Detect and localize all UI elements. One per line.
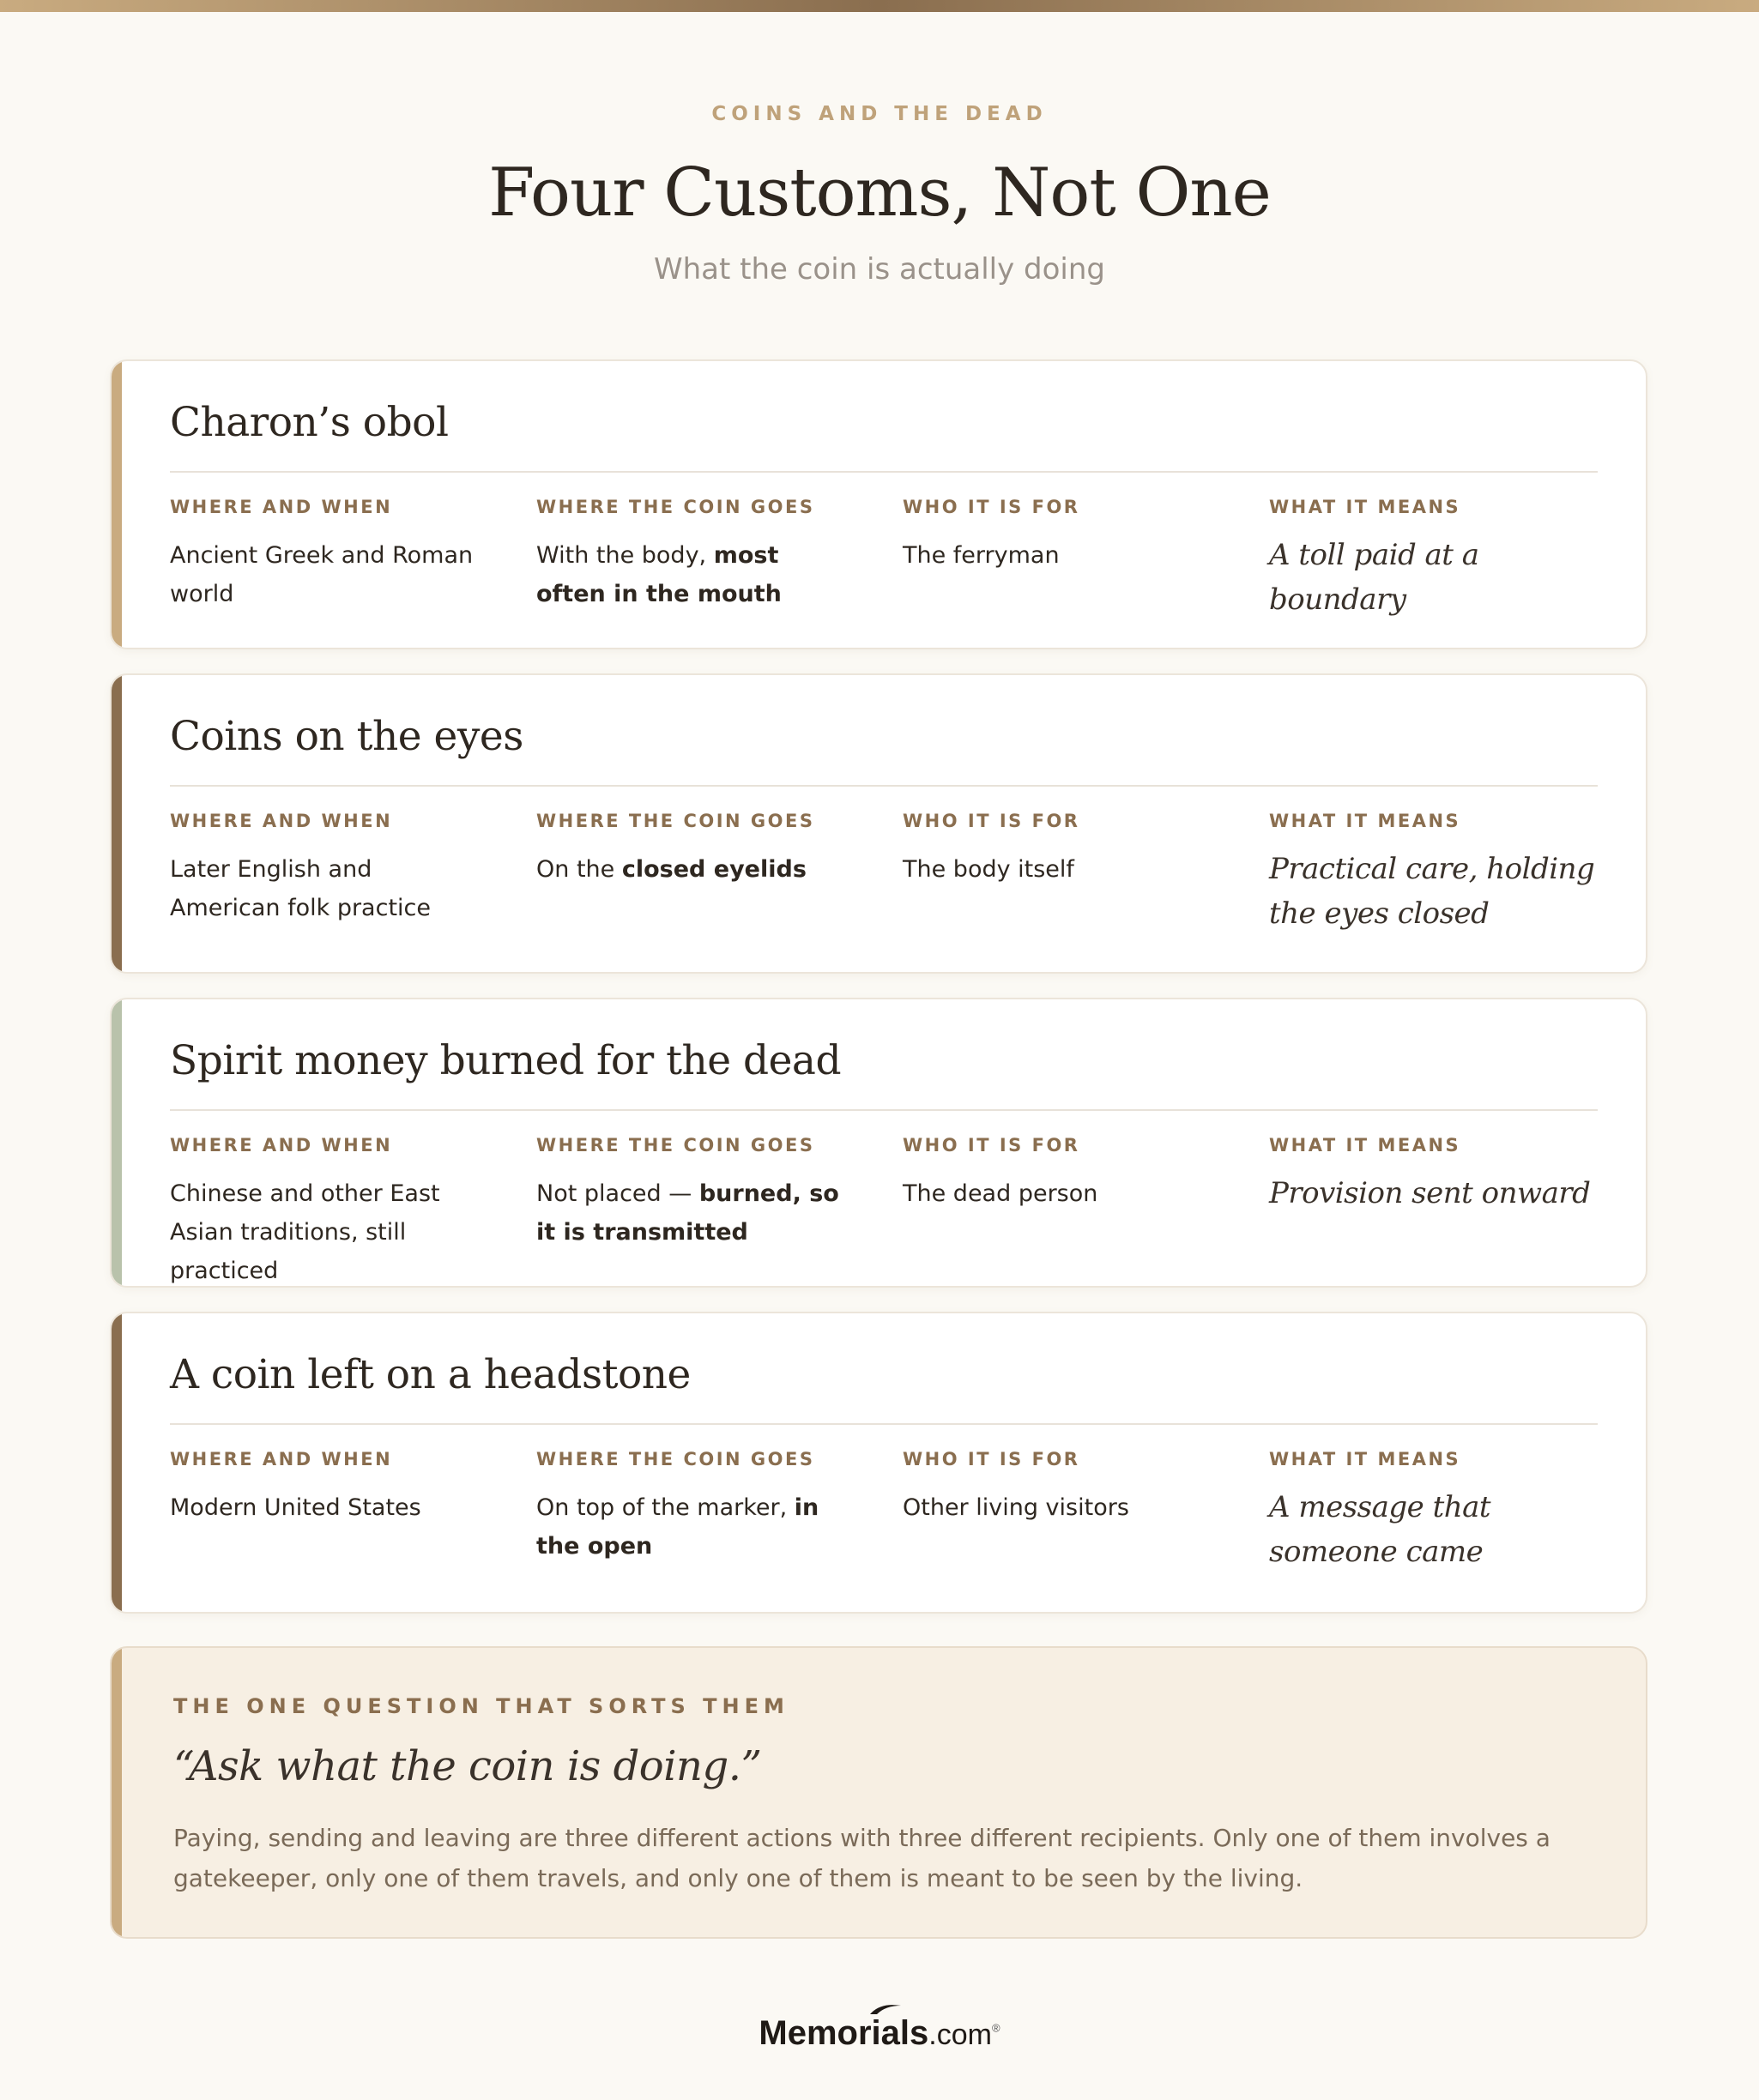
meaning-value: A toll paid at a boundary (1269, 538, 1479, 617)
custom-card-coins-on-eyes (110, 673, 1647, 974)
who-for-value: The body itself (903, 856, 1074, 883)
column-where-when (170, 1449, 487, 1527)
logo-swoosh-icon (868, 2002, 903, 2016)
where-when-value: Chinese and other East Asian traditions, still practiced (170, 1180, 440, 1284)
column-who-for (903, 1449, 1220, 1527)
coin-goes-text: With the body, (536, 542, 714, 569)
card-title: A coin left on a headstone (170, 1351, 691, 1398)
coin-goes-text: On the (536, 856, 622, 883)
logo-tld: .com (928, 2019, 992, 2051)
who-for-value: The dead person (903, 1180, 1098, 1207)
card-title: Charon’s obol (170, 399, 449, 446)
column-label: WHAT IT MEANS (1269, 811, 1461, 831)
column-label: WHERE THE COIN GOES (536, 1135, 815, 1156)
custom-card-headstone-coin (110, 1312, 1647, 1614)
column-label: WHO IT IS FOR (903, 1449, 1080, 1469)
page-header (0, 103, 1759, 287)
where-when-value: Modern United States (170, 1494, 421, 1521)
callout-quote: “Ask what the coin is doing.” (173, 1742, 762, 1790)
where-when-value: Later English and American folk practice (170, 856, 431, 921)
who-for-value: The ferryman (903, 542, 1060, 569)
column-meaning (1269, 497, 1604, 622)
summary-callout (110, 1646, 1647, 1939)
column-label: WHERE AND WHEN (170, 1449, 393, 1469)
card-divider (170, 1423, 1598, 1425)
custom-card-spirit-money (110, 998, 1647, 1288)
logo-registered-mark: ® (991, 2021, 1000, 2035)
column-label: WHAT IT MEANS (1269, 1135, 1461, 1156)
column-label: WHO IT IS FOR (903, 811, 1080, 831)
card-divider (170, 471, 1598, 473)
column-label: WHAT IT MEANS (1269, 497, 1461, 517)
custom-card-charons-obol (110, 359, 1647, 649)
page-subtitle: What the coin is actually doing (653, 252, 1106, 287)
column-label: WHERE THE COIN GOES (536, 497, 815, 517)
coin-goes-emphasis: closed eyelids (621, 856, 807, 883)
card-title: Coins on the eyes (170, 713, 523, 760)
card-accent-stripe (112, 675, 122, 972)
card-accent-stripe (112, 361, 122, 648)
meaning-value: Provision sent onward (1269, 1176, 1591, 1210)
column-label: WHERE AND WHEN (170, 497, 393, 517)
column-coin-goes (536, 1135, 854, 1252)
card-accent-stripe (112, 999, 122, 1286)
coin-goes-emphasis: burned, so it is transmitted (536, 1180, 839, 1246)
page-eyebrow: COINS AND THE DEAD (711, 103, 1048, 125)
column-label: WHERE AND WHEN (170, 1135, 393, 1156)
meaning-value: Practical care, holding the eyes closed (1269, 852, 1595, 931)
coin-goes-value (536, 1488, 854, 1566)
callout-body: Paying, sending and leaving are three different actions with three different recipients. Only one of them involves a gatekeeper, only one of them travels, and only one of them is meant to be seen by the living. (173, 1824, 1550, 1892)
coin-goes-value (536, 1174, 854, 1252)
column-who-for (903, 1135, 1220, 1213)
column-where-when (170, 811, 487, 927)
column-who-for (903, 497, 1220, 575)
column-meaning (1269, 811, 1604, 936)
column-coin-goes (536, 1449, 854, 1566)
card-accent-stripe (112, 1313, 122, 1612)
card-title: Spirit money burned for the dead (170, 1037, 842, 1084)
column-label: WHAT IT MEANS (1269, 1449, 1461, 1469)
who-for-value: Other living visitors (903, 1494, 1129, 1521)
logo-brand (759, 2014, 928, 2052)
column-where-when (170, 1135, 487, 1288)
column-who-for (903, 811, 1220, 889)
column-meaning (1269, 1449, 1604, 1574)
card-divider (170, 785, 1598, 787)
column-label: WHO IT IS FOR (903, 497, 1080, 517)
card-divider (170, 1109, 1598, 1111)
column-label: WHO IT IS FOR (903, 1135, 1080, 1156)
page-title: Four Customs, Not One (488, 154, 1271, 232)
coin-goes-emphasis: in the open (536, 1494, 819, 1560)
coin-goes-value (536, 850, 854, 889)
column-coin-goes (536, 497, 854, 613)
where-when-value: Ancient Greek and Roman world (170, 542, 474, 607)
logo-brand-text: Memorials (759, 2014, 929, 2052)
coin-goes-text: On top of the marker, (536, 1494, 795, 1521)
column-label: WHERE THE COIN GOES (536, 811, 815, 831)
column-label: WHERE AND WHEN (170, 811, 393, 831)
memorials-logo (0, 2014, 1759, 2053)
coin-goes-value (536, 536, 854, 613)
column-coin-goes (536, 811, 854, 889)
callout-label: THE ONE QUESTION THAT SORTS THEM (173, 1694, 789, 1718)
column-where-when (170, 497, 487, 613)
column-meaning (1269, 1135, 1604, 1216)
meaning-value: A message that someone came (1269, 1490, 1491, 1569)
top-accent-bar (0, 0, 1759, 12)
coin-goes-text: Not placed — (536, 1180, 699, 1207)
column-label: WHERE THE COIN GOES (536, 1449, 815, 1469)
callout-accent-stripe (112, 1648, 122, 1937)
coin-goes-emphasis: most often in the mouth (536, 542, 782, 607)
